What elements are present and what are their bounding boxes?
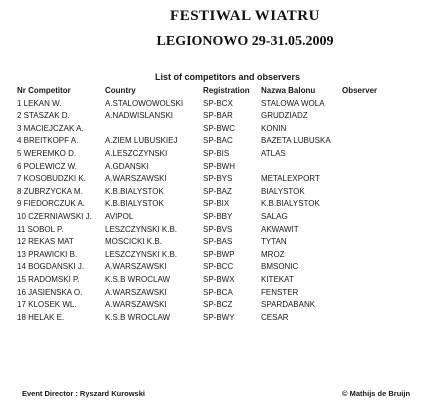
- competitor-cell: 6 POLEWICZ W.: [17, 161, 78, 171]
- competitor-cell: 12 REKAS MAT: [17, 237, 74, 247]
- competitor-cell: 1 LEKAN W.: [17, 98, 62, 108]
- competitor-cell: 8 ZUBRZYCKA M.: [17, 186, 83, 196]
- balon-cell: STALOWA WOLA: [261, 98, 325, 108]
- registration-cell: SP-BVS: [203, 224, 233, 234]
- registration-cell: SP-BYS: [203, 174, 233, 184]
- country-cell: K.B.BIALYSTOK: [105, 199, 164, 209]
- event-director: Event Director : Ryszard Kurowski: [22, 389, 145, 398]
- registration-cell: SP-BWY: [203, 312, 235, 322]
- country-cell: A.GDANSKI: [105, 161, 149, 171]
- country-cell: K.B.BIALYSTOK: [105, 186, 164, 196]
- balon-cell: GRUDZIADZ: [261, 111, 308, 121]
- registration-cell: SP-BAC: [203, 136, 233, 146]
- balon-cell: AKWAWIT: [261, 224, 299, 234]
- competitor-cell: 13 PRAWICKI B.: [17, 249, 78, 259]
- balon-cell: TYTAN: [261, 237, 287, 247]
- balon-cell: BIALYSTOK: [261, 186, 305, 196]
- country-cell: K.S.B WROCLAW: [105, 312, 171, 322]
- balon-cell: METALEXPORT: [261, 174, 320, 184]
- competitor-cell: 9 FIEDORCZUK A.: [17, 199, 86, 209]
- registration-cell: SP-BAR: [203, 111, 233, 121]
- registration-cell: SP-BCX: [203, 98, 233, 108]
- header-observer: Observer: [342, 86, 378, 95]
- competitor-cell: 16 JASIENSKA O.: [17, 287, 83, 297]
- country-cell: K.S.B WROCLAW: [105, 274, 171, 284]
- list-title: List of competitors and observers: [154, 72, 301, 82]
- country-cell: A.WARSZAWSKI: [105, 262, 167, 272]
- competitor-cell: 17 KLOSEK WL.: [17, 300, 77, 310]
- registration-cell: SP-BIX: [203, 199, 230, 209]
- photo-credit: © Mathijs de Bruijn: [342, 389, 411, 398]
- registration-cell: SP-BCA: [203, 287, 233, 297]
- registration-cell: SP-BWX: [203, 274, 235, 284]
- balon-cell: MROZ: [261, 249, 285, 259]
- country-cell: A.LESZCZYNSKI: [105, 148, 168, 158]
- country-cell: A.ZIEM LUBUSKIEJ: [105, 136, 178, 146]
- competitor-cell: 5 WEREMKO D.: [17, 148, 77, 158]
- competitor-cell: 15 RADOMSKI P.: [17, 274, 80, 284]
- registration-cell: SP-BBY: [203, 211, 233, 221]
- balon-cell: K.B.BIALYSTOK: [261, 199, 320, 209]
- country-cell: A.STALOWOWOLSKI: [105, 98, 184, 108]
- balon-cell: CESAR: [261, 312, 289, 322]
- balon-cell: SPARDABANK: [261, 300, 316, 310]
- balon-cell: FENSTER: [261, 287, 299, 297]
- country-cell: LESZCZYNSKI K.B.: [105, 224, 178, 234]
- competitor-cell: 11 SOBOL P.: [17, 224, 64, 234]
- header-registration: Registration: [203, 86, 250, 95]
- balon-cell: ATLAS: [261, 148, 286, 158]
- registration-cell: SP-BIS: [203, 148, 230, 158]
- registration-cell: SP-BWH: [203, 161, 235, 171]
- competitor-cell: 14 BOGDANSKI J.: [17, 262, 85, 272]
- country-cell: MOSCICKI K.B.: [105, 237, 162, 247]
- header-country: Country: [105, 86, 136, 95]
- registration-cell: SP-BAZ: [203, 186, 232, 196]
- registration-cell: SP-BAS: [203, 237, 233, 247]
- country-cell: A.WARSZAWSKI: [105, 300, 167, 310]
- registration-cell: SP-BWP: [203, 249, 235, 259]
- festival-location-dates: LEGIONOWO 29-31.05.2009: [156, 34, 334, 49]
- header-nr-competitor: Nr Competitor: [17, 86, 71, 95]
- country-cell: LESZCZYNSKI K.B.: [105, 249, 178, 259]
- registration-cell: SP-BWC: [203, 123, 235, 133]
- balon-cell: BAZETA LUBUSKA: [261, 136, 331, 146]
- competitor-cell: 10 CZERNIAWSKI J.: [17, 211, 92, 221]
- competitor-cell: 4 BREITKOPF A.: [17, 136, 79, 146]
- header-balon: Nazwa Balonu: [261, 86, 316, 95]
- festival-title: FESTIWAL WIATRU: [170, 8, 320, 24]
- country-cell: A.WARSZAWSKI: [105, 287, 167, 297]
- balon-cell: KITEKAT: [261, 274, 294, 284]
- country-cell: AVIPOL: [105, 211, 134, 221]
- competitor-cell: 18 HELAK E.: [17, 312, 65, 322]
- registration-cell: SP-BCZ: [203, 300, 233, 310]
- country-cell: A.WARSZAWSKI: [105, 174, 167, 184]
- balon-cell: SALAG: [261, 211, 288, 221]
- balon-cell: BMSONIC: [261, 262, 299, 272]
- country-cell: A.NADWISLANSKI: [105, 111, 174, 121]
- competitor-cell: 2 STASZAK D.: [17, 111, 70, 121]
- registration-cell: SP-BCC: [203, 262, 234, 272]
- competitor-cell: 7 KOSOBUDZKI K.: [17, 174, 86, 184]
- competitor-cell: 3 MACIEJCZAK A.: [17, 123, 84, 133]
- balon-cell: KONIN: [261, 123, 287, 133]
